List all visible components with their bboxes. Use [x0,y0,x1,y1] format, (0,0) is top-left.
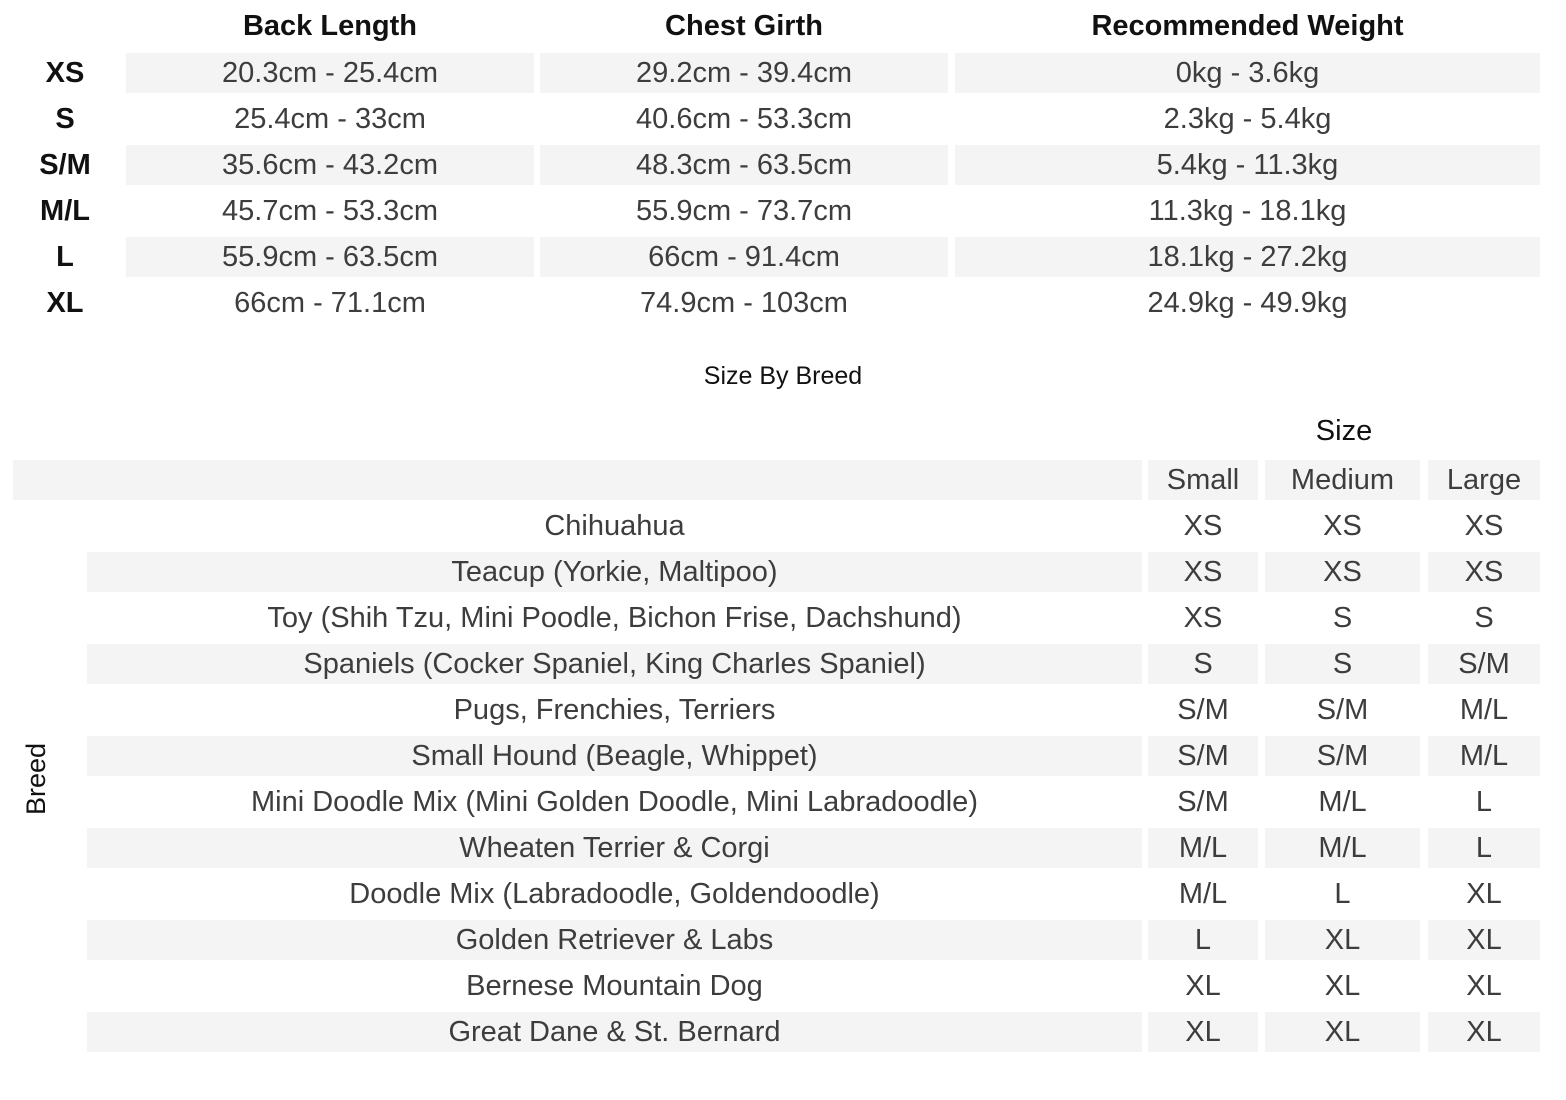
size-cell: 55.9cm - 73.7cm [636,194,852,227]
size-cell: 2.3kg - 5.4kg [1163,102,1332,135]
breed-size-cell: XL [1428,1012,1540,1052]
breed-size-cell: S/M [1177,693,1229,726]
breed-name: Mini Doodle Mix (Mini Golden Doodle, Mini Labradoodle) [251,785,978,818]
breed-size-cell: M/L [1318,785,1367,818]
breed-size-cell: M/L [1428,736,1540,776]
size-cell: 74.9cm - 103cm [640,286,848,319]
breed-size-cell: XS [1428,552,1540,592]
breed-name: Small Hound (Beagle, Whippet) [87,736,1142,776]
breed-header-band [13,460,1142,500]
breed-name: Wheaten Terrier & Corgi [87,828,1142,868]
column-header: Back Length [242,9,418,42]
breed-size-cell: S [1265,644,1420,684]
size-cell: 25.4cm - 33cm [234,102,426,135]
size-cell: 48.3cm - 63.5cm [540,145,948,185]
size-label: M/L [40,194,90,227]
breed-name: Chihuahua [544,509,685,542]
breed-size-cell: XS [1323,509,1362,542]
breed-size-cell: S/M [1177,785,1229,818]
breed-name: Pugs, Frenchies, Terriers [453,693,776,726]
breed-size-cell: XS [1265,552,1420,592]
breed-size-cell: M/L [1459,693,1509,726]
size-cell: 0kg - 3.6kg [955,53,1540,93]
breed-size-cell: XL [1466,969,1502,1002]
breed-name: Doodle Mix (Labradoodle, Goldendoodle) [349,877,880,910]
size-cell: 35.6cm - 43.2cm [126,145,534,185]
breed-name: Toy (Shih Tzu, Mini Poodle, Bichon Frise, Dachshund) [267,601,962,634]
breed-name: Great Dane & St. Bernard [87,1012,1142,1052]
breed-size-cell: XL [1265,1012,1420,1052]
size-column-header: Small [1148,460,1258,500]
breed-size-cell: XS [1183,509,1223,542]
size-cell: 5.4kg - 11.3kg [955,145,1540,185]
breed-size-cell: XL [1466,877,1502,910]
column-header: Recommended Weight [1091,9,1404,42]
size-cell: 40.6cm - 53.3cm [636,102,852,135]
breed-size-cell: XS [1183,601,1223,634]
breed-size-cell: XL [1185,969,1221,1002]
breed-size-cell: XL [1265,920,1420,960]
breed-size-cell: S/M [1316,693,1369,726]
size-cell: 11.3kg - 18.1kg [1148,194,1347,227]
breed-size-cell: L [1475,785,1493,818]
breed-size-cell: M/L [1148,828,1258,868]
size-column-header: Medium [1265,460,1420,500]
size-group-header: Size [1315,414,1373,447]
size-cell: 18.1kg - 27.2kg [955,237,1540,277]
breed-size-cell: S [1474,601,1494,634]
size-cell: 55.9cm - 63.5cm [126,237,534,277]
size-label: XS [45,56,85,89]
breed-name: Spaniels (Cocker Spaniel, King Charles Spaniel) [87,644,1142,684]
size-cell: 66cm - 91.4cm [540,237,948,277]
breed-axis-label: Breed [21,742,51,816]
breed-size-cell: XL [1324,969,1361,1002]
breed-size-cell: S/M [1265,736,1420,776]
breed-size-cell: XL [1148,1012,1258,1052]
size-cell: 24.9kg - 49.9kg [1147,286,1348,319]
size-label: S/M [39,148,91,181]
size-label: L [56,240,74,273]
size-cell: 29.2cm - 39.4cm [540,53,948,93]
breed-size-cell: S [1148,644,1258,684]
breed-name: Golden Retriever & Labs [87,920,1142,960]
breed-size-cell: S/M [1428,644,1540,684]
breed-size-cell: XS [1148,552,1258,592]
breed-size-cell: L [1148,920,1258,960]
column-header: Chest Girth [665,9,823,42]
breed-size-cell: M/L [1265,828,1420,868]
breed-size-cell: XL [1428,920,1540,960]
breed-size-cell: L [1428,828,1540,868]
breed-name: Teacup (Yorkie, Maltipoo) [87,552,1142,592]
breed-size-cell: S/M [1148,736,1258,776]
size-cell: 45.7cm - 53.3cm [222,194,438,227]
breed-size-cell: L [1334,877,1351,910]
breed-size-cell: S [1332,601,1353,634]
size-cell: 66cm - 71.1cm [234,286,426,319]
size-label: S [55,102,75,135]
breed-size-cell: XS [1464,509,1504,542]
size-column-header: Large [1428,460,1540,500]
size-label: XL [46,286,84,319]
breed-chart-title: Size By Breed [703,362,863,390]
breed-name: Bernese Mountain Dog [466,969,763,1002]
size-cell: 20.3cm - 25.4cm [126,53,534,93]
breed-size-cell: M/L [1178,877,1228,910]
